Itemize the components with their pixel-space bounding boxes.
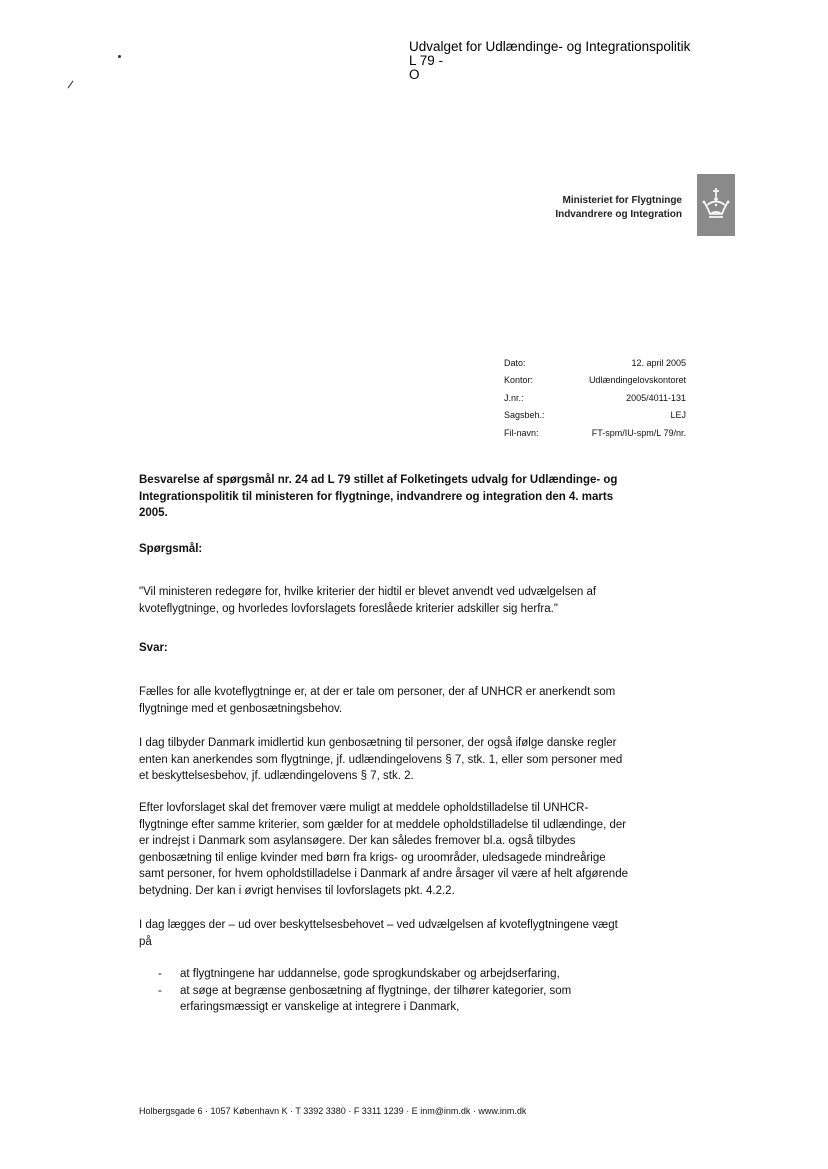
- bullet-marker: -: [158, 984, 162, 997]
- answer-paragraph: I dag lægges der – ud over beskyttelsesbehovet – ved udvælgelsen af kvoteflygtningene vægt på: [139, 919, 618, 948]
- meta-value: 12. april 2005: [631, 358, 686, 368]
- answer-paragraph: Fælles for alle kvoteflygtninge er, at der er tale om personer, der af UNHCR er anerkendt som flygtninge med et genbosætningsbehov.: [139, 686, 616, 715]
- list-item-text: at flygtningene har uddannelse, gode sprogkundskaber og arbejdserfaring,: [180, 968, 560, 980]
- meta-row: [504, 372, 686, 389]
- ministry-line-2: Indvandrere og Integration: [555, 209, 682, 220]
- bullet-marker: -: [158, 968, 162, 980]
- ministry-name: [555, 194, 682, 222]
- ministry-line-1: Ministeriet for Flygtninge: [562, 195, 682, 206]
- meta-value: FT-spm/IU-spm/L 79/nr.: [591, 427, 686, 438]
- answer-paragraph: I dag tilbyder Danmark imidlertid kun genbosætning til personer, der også ifølge danske regler enten kan anerkendes som flygtninge, jf. udlændingelovens § 7, stk. 1, eller som personer med et beskyttelsesbehov, jf. udlændingelovens § 7, stk. 2.: [139, 737, 623, 782]
- list-item-text: at søge at begrænse genbosætning af flygtninge, der tilhører kategorier, som erfaringsmæssigt er vanskelige at integrere i Danmark,: [180, 984, 572, 1013]
- answer-heading: Svar:: [139, 642, 168, 654]
- committee-name: Udvalget for Udlændinge- og Integrationspolitik: [409, 39, 691, 54]
- scan-speck: [118, 55, 121, 58]
- ministry-crest: [697, 174, 735, 236]
- question-text: "Vil ministeren redegøre for, hvilke kriterier der hidtil er blevet anvendt ved udvælgelsen af kvoteflygtninge, og hvorledes lovforslagets foreslåede kriterier adskiller sig herfra.": [139, 586, 597, 615]
- list-item: [158, 966, 628, 983]
- meta-label: Dato:: [504, 358, 526, 368]
- meta-row: [504, 355, 686, 372]
- meta-row: [504, 425, 686, 442]
- answer-paragraph: Efter lovforslaget skal det fremover være muligt at meddele opholdstilladelse til UNHCR-flygtninge efter samme kriterier, som gælder for at meddele opholdstilladelse til udlændinge, der er indrejst i Danmark som asylansøgere. Der kan således fremover bl.a. også tilbydes genbosætning til enlige kvinder med børn fra krigs- og uroområder, uledsagede mindreårige samt personer, for hvem opholdstilladelse i Danmark af andre årsager vil være af helt afgørende betydning. Der kan i øvrigt henvises til lovforslagets pkt. 4.2.2.: [139, 802, 628, 897]
- meta-label: Fil-navn:: [504, 427, 539, 438]
- bill-number: L 79 -: [409, 53, 444, 68]
- meta-value: Udlændingelovskontoret: [588, 375, 686, 386]
- committee-header: [409, 40, 690, 82]
- scan-speck: [68, 81, 74, 89]
- meta-row: [504, 407, 686, 424]
- meta-value: LEJ: [670, 410, 686, 421]
- document-metadata: [504, 355, 686, 442]
- page-footer: Holbergsgade 6 · 1057 København K · T 3392 3380 · F 3311 1239 · E inm@inm.dk · www.inm.dk: [139, 1106, 527, 1116]
- meta-row: [504, 390, 686, 407]
- document-marker: O: [409, 67, 420, 82]
- meta-label: Kontor:: [504, 375, 534, 386]
- crown-icon: [697, 174, 735, 236]
- meta-label: Sagsbeh.:: [504, 410, 545, 421]
- meta-value: 2005/4011-131: [626, 392, 686, 403]
- criteria-list: [158, 966, 628, 1016]
- meta-label: J.nr.:: [504, 392, 524, 403]
- list-item: [158, 983, 628, 1016]
- question-heading: Spørgsmål:: [139, 543, 203, 555]
- document-title: Besvarelse af spørgsmål nr. 24 ad L 79 stillet af Folketingets udvalg for Udlændinge- og Integrationspolitik til ministeren for flygtninge, indvandrere og integration den 4. marts 2005.: [139, 474, 618, 519]
